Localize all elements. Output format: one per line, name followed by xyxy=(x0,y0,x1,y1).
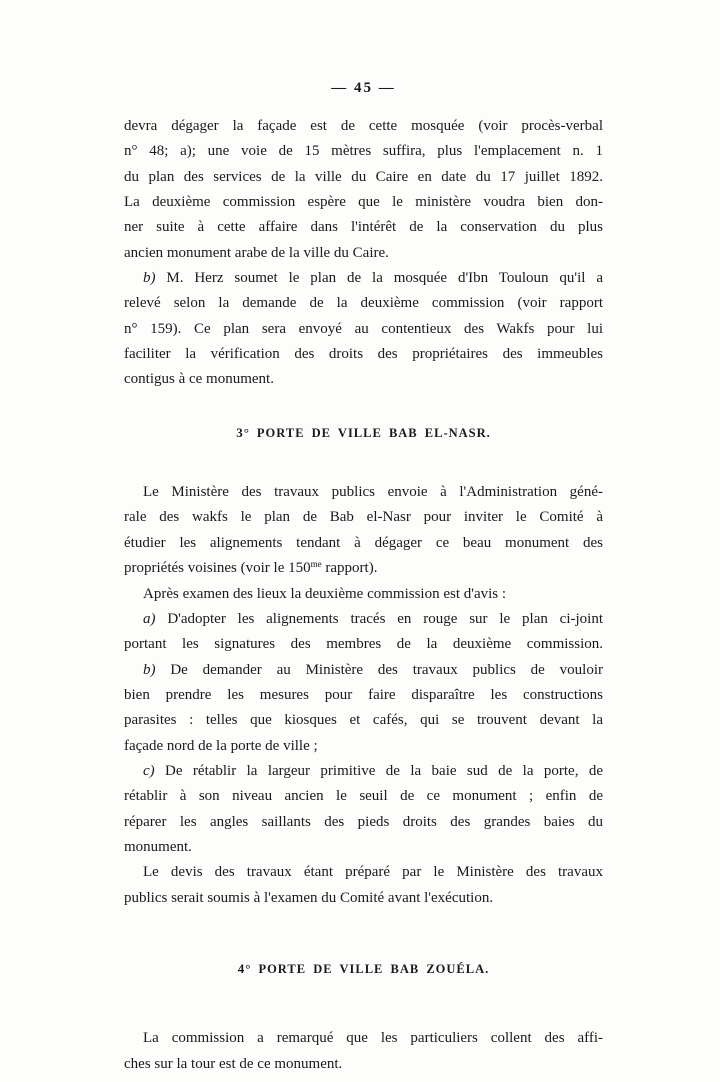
text-line-rest: M. Herz soumet le plan de la mosquée d'Ibn Touloun qu'il a xyxy=(155,270,603,287)
paragraph xyxy=(124,860,603,911)
paragraph xyxy=(124,480,603,581)
text-line: monument. xyxy=(124,838,192,855)
list-item-marker: a) xyxy=(143,610,156,627)
text-line: n° 159). Ce plan sera envoyé au contentieux des Wakfs pour lui xyxy=(124,320,603,337)
text-line xyxy=(124,607,603,632)
text-line: ancien monument arabe de la ville du Caire. xyxy=(124,244,389,261)
section-number: 4° xyxy=(237,960,252,976)
text-line: La commission a remarqué que les particuliers collent des affi- xyxy=(143,1030,603,1047)
ordinal-superscript: me xyxy=(310,559,322,570)
paragraph xyxy=(124,658,603,759)
text-line: Le devis des travaux étant préparé par le Ministère des travaux xyxy=(143,864,603,881)
text-line: n° 48; a); une voie de 15 mètres suffira, plus l'emplacement n. 1 xyxy=(124,143,603,160)
page-number: — 45 — xyxy=(331,80,396,96)
text-line xyxy=(124,658,603,683)
text-line xyxy=(124,759,603,784)
text-line: Après examen des lieux la deuxième commission est d'avis : xyxy=(143,585,507,602)
text-segment: rapport). xyxy=(321,560,378,577)
section-number: 3° xyxy=(236,424,250,440)
text-line: ner suite à cette affaire dans l'intérêt de la conservation du plus xyxy=(124,219,603,236)
list-item-marker: b) xyxy=(143,661,156,678)
text-line xyxy=(124,556,603,581)
text-line: rale des wakfs le plan de Bab el-Nasr pour inviter le Comité à xyxy=(124,509,603,526)
text-line: relevé selon la demande de la deuxième commission (voir rapport xyxy=(124,295,603,312)
text-line: du plan des services de la ville du Caire en date du 17 juillet 1892. xyxy=(124,168,603,185)
list-item-marker: b) xyxy=(143,270,156,287)
paragraph xyxy=(124,582,603,607)
text-line: réparer les angles saillants des pieds droits des grandes baies du xyxy=(124,813,603,830)
text-line: devra dégager la façade est de cette mosquée (voir procès-verbal xyxy=(124,118,603,134)
text-column xyxy=(124,114,603,1077)
text-segment: propriétés voisines (voir le 150 xyxy=(124,560,311,577)
paragraph xyxy=(124,759,603,860)
text-line-rest: De rétablir la largeur primitive de la baie sud de la porte, de xyxy=(154,762,603,779)
text-line: portant les signatures des membres de la deuxième commission. xyxy=(124,636,603,653)
paragraph xyxy=(124,607,603,658)
section-title: PORTE DE VILLE BAB ZOUÉLA. xyxy=(258,961,490,976)
list-item-marker: c) xyxy=(143,762,155,779)
text-line: façade nord de la porte de ville ; xyxy=(124,737,318,754)
section-heading xyxy=(124,956,603,982)
text-line: La deuxième commission espère que le ministère voudra bien don- xyxy=(124,194,603,211)
text-line: rétablir à son niveau ancien le seuil de ce monument ; enfin de xyxy=(124,788,603,805)
text-line: contigus à ce monument. xyxy=(124,371,274,388)
text-line-rest: D'adopter les alignements tracés en rouge sur le plan ci-joint xyxy=(155,610,603,627)
paragraph xyxy=(124,114,603,266)
section-heading xyxy=(124,420,603,446)
text-line: bien prendre les mesures pour faire disparaître les constructions xyxy=(124,686,603,703)
section-title: PORTE DE VILLE BAB EL-NASR. xyxy=(256,425,491,440)
text-line: parasites : telles que kiosques et cafés, qui se trouvent devant la xyxy=(124,712,603,729)
text-line: étudier les alignements tendant à dégager ce beau monument des xyxy=(124,534,603,551)
paragraph xyxy=(124,266,603,393)
text-line: publics serait soumis à l'examen du Comité avant l'exécution. xyxy=(124,889,494,906)
text-line-rest: De demander au Ministère des travaux publics de vouloir xyxy=(155,661,603,678)
text-line: ches sur la tour est de ce monument. xyxy=(124,1055,343,1072)
text-line: faciliter la vérification des droits des propriétaires des immeubles xyxy=(124,346,603,363)
text-line xyxy=(124,266,603,291)
text-line: Le Ministère des travaux publics envoie à l'Administration géné- xyxy=(143,484,603,501)
paragraph xyxy=(124,1026,603,1077)
